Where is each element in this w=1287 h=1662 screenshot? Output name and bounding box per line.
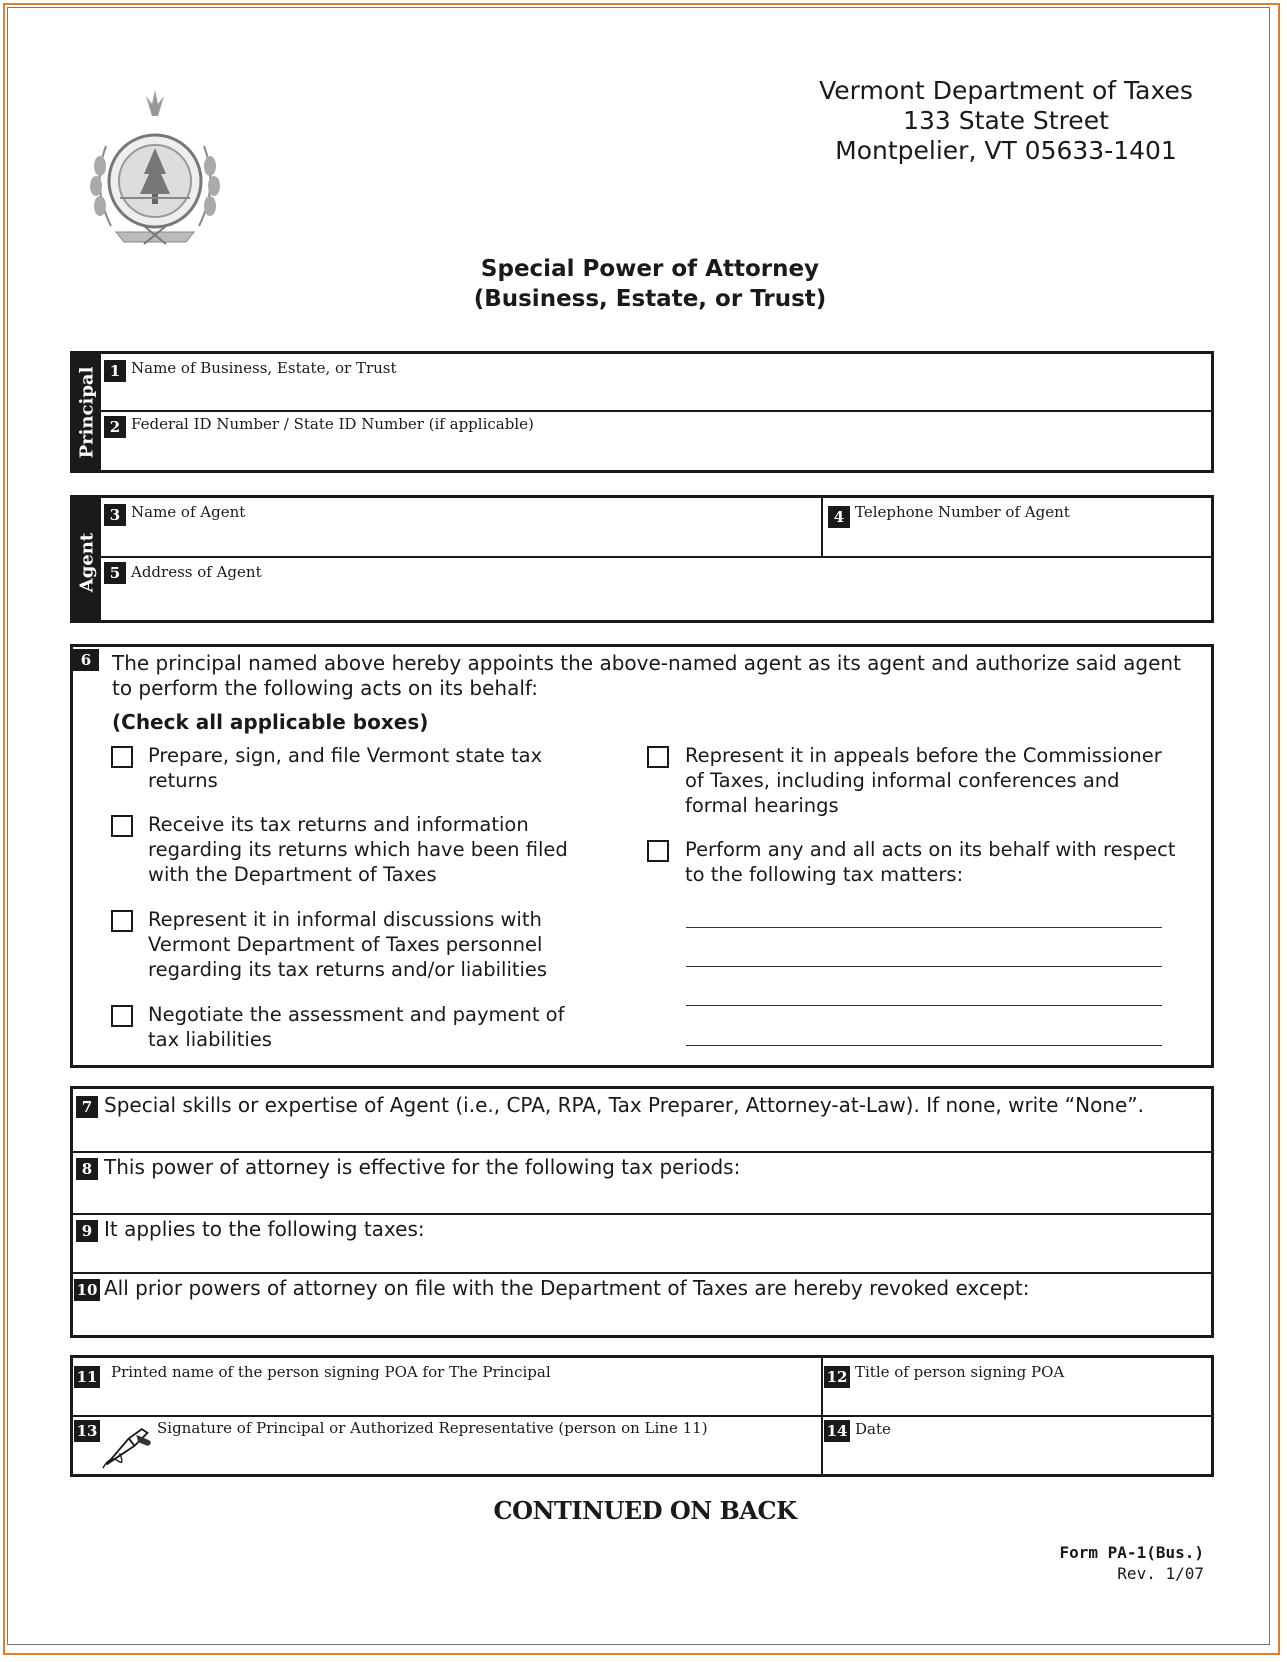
prepare-file-option-label: Prepare, sign, and file Vermont state tax returns: [148, 744, 543, 792]
signature-section: [70, 1355, 1214, 1477]
form-revision: Rev. 1/07: [1117, 1564, 1204, 1583]
divider: [73, 1151, 1211, 1153]
tax-matters-line[interactable]: [686, 966, 1162, 967]
prepare-file-checkbox[interactable]: [111, 746, 133, 768]
pen-signature-icon: [99, 1418, 155, 1470]
agent-name-label: Name of Agent: [131, 503, 246, 521]
appointment-intro: The principal named above hereby appoints the above-named agent as its agent and authorize said agent to perform the following acts on its behalf:: [112, 651, 1181, 700]
signer-printed-name-label: Printed name of the person signing POA for The Principal: [111, 1363, 551, 1381]
agency-street: 133 State Street: [903, 106, 1109, 135]
divider: [73, 1213, 1211, 1215]
field-number: 4: [828, 506, 850, 528]
signature-label: Signature of Principal or Authorized Representative (person on Line 11): [157, 1419, 708, 1437]
revocation-exceptions-input[interactable]: [77, 1304, 1207, 1332]
field-number: 8: [76, 1158, 98, 1180]
vermont-seal-icon: [86, 86, 224, 246]
date-input[interactable]: [855, 1442, 1205, 1470]
date-label: Date: [855, 1420, 891, 1438]
applicable-taxes-label: It applies to the following taxes:: [104, 1217, 425, 1241]
divider: [821, 498, 823, 558]
principal-section: [70, 351, 1214, 473]
agent-address-label: Address of Agent: [131, 563, 262, 581]
field-number: 13: [74, 1420, 100, 1442]
business-name-input[interactable]: [131, 380, 1207, 406]
field-number: 3: [104, 504, 126, 526]
business-name-label: Name of Business, Estate, or Trust: [131, 359, 397, 377]
details-section: [70, 1086, 1214, 1338]
special-skills-label: Special skills or expertise of Agent (i.e., CPA, RPA, Tax Preparer, Attorney-at-Law). If none, write “None”.: [104, 1093, 1144, 1117]
agency-name: Vermont Department of Taxes: [819, 76, 1193, 105]
federal-id-label: Federal ID Number / State ID Number (if applicable): [131, 415, 534, 433]
field-number: 12: [824, 1366, 850, 1388]
receive-returns-checkbox[interactable]: [111, 815, 133, 837]
signer-printed-name-input[interactable]: [111, 1386, 811, 1412]
field-number: 5: [104, 562, 126, 584]
field-number: 7: [76, 1096, 98, 1118]
tax-matters-line[interactable]: [686, 1005, 1162, 1006]
divider: [73, 1415, 1211, 1417]
signature-input[interactable]: [157, 1442, 811, 1470]
divider: [101, 556, 1211, 558]
field-number: 14: [824, 1420, 850, 1442]
negotiate-assessment-option-label: Negotiate the assessment and payment of tax liabilities: [148, 1003, 565, 1051]
agency-city: Montpelier, VT 05633-1401: [835, 136, 1177, 165]
agent-sidebar: [73, 498, 101, 620]
applicable-taxes-input[interactable]: [77, 1245, 1207, 1269]
field-number: 9: [76, 1220, 98, 1242]
signer-title-label: Title of person signing POA: [855, 1363, 1065, 1381]
continued-on-back-note: CONTINUED ON BACK: [493, 1496, 797, 1525]
divider: [73, 1272, 1211, 1274]
form-title: [300, 254, 1000, 314]
field-number: 10: [74, 1279, 100, 1301]
appeals-option-label: Represent it in appeals before the Commissioner of Taxes, including informal conferences and formal hearings: [685, 744, 1162, 817]
special-skills-input[interactable]: [77, 1121, 1207, 1147]
form-identifier: [1060, 1542, 1205, 1584]
agent-phone-input[interactable]: [855, 526, 1205, 554]
appointment-section: [70, 644, 1214, 1068]
divider: [101, 410, 1211, 412]
agent-name-input[interactable]: [131, 524, 811, 554]
form-number: Form PA-1(Bus.): [1059, 1543, 1204, 1562]
federal-id-input[interactable]: [131, 436, 1207, 466]
agency-address: [760, 76, 1252, 166]
informal-discussions-checkbox[interactable]: [111, 910, 133, 932]
tax-periods-input[interactable]: [77, 1183, 1207, 1209]
field-number: 2: [104, 416, 126, 438]
form-title-line1: Special Power of Attorney: [480, 256, 820, 282]
all-acts-checkbox[interactable]: [647, 840, 669, 862]
form-title-line2: (Business, Estate, or Trust): [473, 286, 827, 312]
tax-periods-label: This power of attorney is effective for the following tax periods:: [104, 1155, 741, 1179]
field-number: 6: [73, 649, 99, 671]
tax-matters-line[interactable]: [686, 927, 1162, 928]
receive-returns-option-label: Receive its tax returns and information regarding its returns which have been filed with the Department of Taxes: [148, 813, 568, 886]
negotiate-assessment-checkbox[interactable]: [111, 1005, 133, 1027]
principal-sidebar: [73, 354, 101, 470]
field-number: 11: [74, 1366, 100, 1388]
informal-discussions-option-label: Represent it in informal discussions with Vermont Department of Taxes personnel regarding its tax returns and/or liabilities: [148, 908, 548, 981]
agent-label: Agent: [76, 532, 98, 593]
agent-phone-label: Telephone Number of Agent: [855, 503, 1070, 521]
check-all-instruction: (Check all applicable boxes): [112, 710, 429, 734]
signer-title-input[interactable]: [855, 1386, 1205, 1412]
revocation-label: All prior powers of attorney on file with the Department of Taxes are hereby revoked except:: [104, 1276, 1030, 1300]
appeals-checkbox[interactable]: [647, 746, 669, 768]
field-number: 1: [104, 360, 126, 382]
agent-section: [70, 495, 1214, 623]
agent-address-input[interactable]: [131, 584, 1207, 614]
all-acts-option-label: Perform any and all acts on its behalf with respect to the following tax matters:: [685, 838, 1176, 886]
tax-matters-line[interactable]: [686, 1045, 1162, 1046]
principal-label: Principal: [76, 366, 98, 459]
